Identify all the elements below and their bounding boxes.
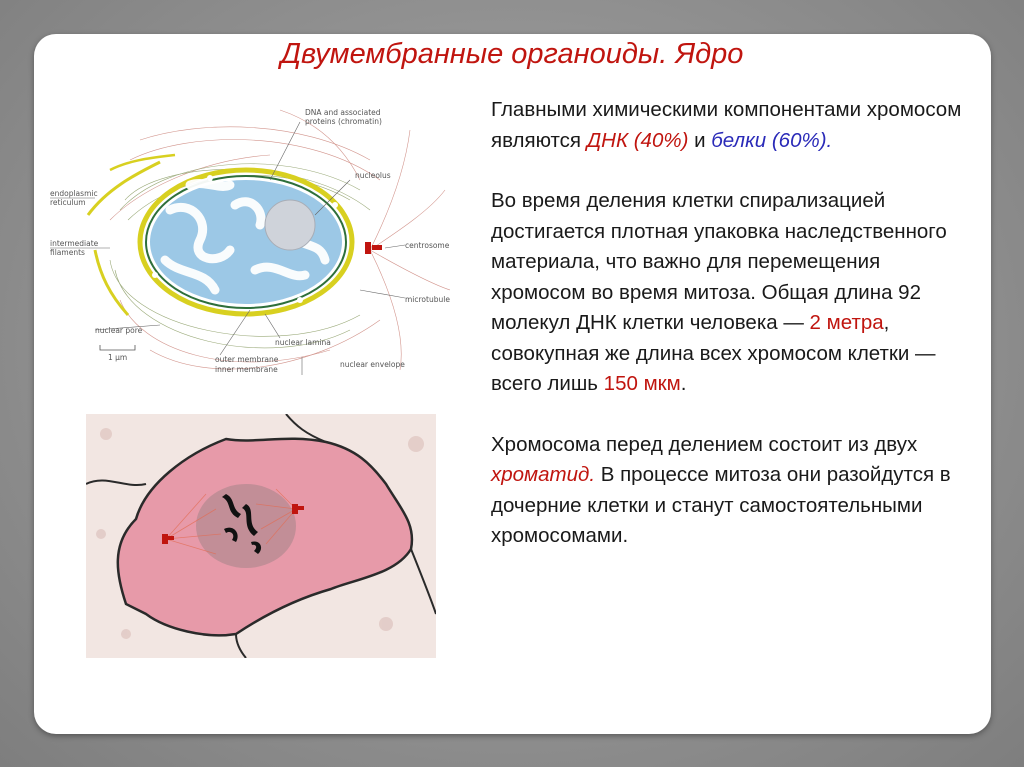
text: Главными химическими компонентами хромосом являются bbox=[491, 98, 962, 152]
text: , совокупная же длина всех хромосом клетки — всего лишь bbox=[491, 311, 936, 395]
label-inner-membrane: inner membrane bbox=[215, 365, 278, 374]
label-er-2: reticulum bbox=[50, 198, 86, 207]
label-er: endoplasmic bbox=[50, 189, 98, 198]
text: и bbox=[688, 128, 712, 152]
label-nucleolus: nucleolus bbox=[355, 171, 391, 180]
paragraph-chromatids bbox=[491, 430, 971, 552]
chromosome-length: 150 мкм bbox=[603, 372, 681, 395]
text: Хромосома перед делением состоит из двух bbox=[491, 432, 918, 456]
label-dna-2: proteins (chromatin) bbox=[305, 117, 382, 126]
dna-percent: ДНК (40%) bbox=[586, 128, 689, 152]
slide-title: Двумембранные органоиды. Ядро bbox=[280, 38, 744, 70]
label-lamina: nuclear lamina bbox=[275, 338, 331, 347]
label-dna: DNA and associated bbox=[305, 108, 381, 117]
text-column bbox=[491, 95, 971, 582]
label-microtubule: microtubule bbox=[405, 295, 450, 304]
label-pore: nuclear pore bbox=[95, 326, 143, 335]
label-outer-membrane: outer membrane bbox=[215, 355, 279, 364]
label-envelope: nuclear envelope bbox=[340, 360, 405, 369]
paragraph-composition bbox=[491, 95, 971, 156]
text: Во время деления клетки спирализацией достигается плотная упаковка наследственного материала, что важно для перемещения хромосом во время митоза. Общая длина 92 молекул ДНК клетки человека — bbox=[491, 189, 947, 334]
paragraph-packing bbox=[491, 186, 971, 400]
label-if: intermediate bbox=[50, 239, 99, 248]
label-if-2: filaments bbox=[50, 248, 85, 257]
nucleus-diagram bbox=[50, 100, 450, 385]
label-scale: 1 μm bbox=[108, 353, 128, 362]
text: . bbox=[680, 372, 687, 395]
chromatid-term: хроматид. bbox=[491, 463, 596, 486]
label-centrosome: centrosome bbox=[405, 241, 450, 250]
protein-percent: белки (60%). bbox=[711, 128, 833, 152]
dna-length: 2 метра bbox=[809, 311, 884, 334]
text: В процессе митоза они разойдутся в дочерние клетки и станут самостоятельными хромосомами. bbox=[491, 463, 951, 547]
mitosis-micrograph bbox=[86, 414, 436, 658]
